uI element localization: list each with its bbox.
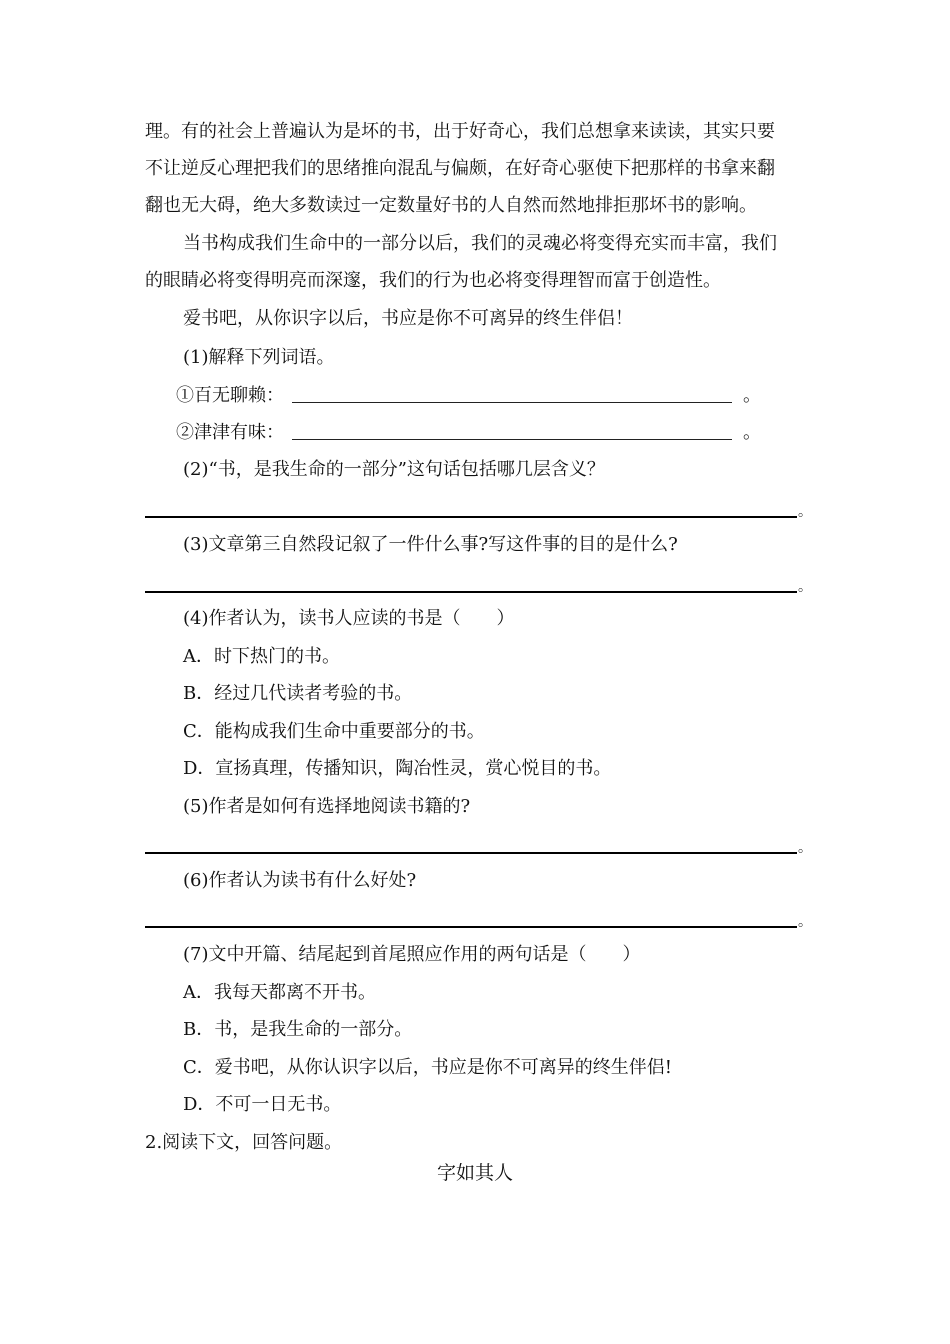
question-6-answer-line[interactable] [145, 926, 797, 928]
question-7-option-d[interactable]: D．不可一日无书。 [183, 1094, 342, 1115]
question-1-item-2-label: ②津津有味： [176, 422, 284, 443]
question-3-period: 。 [798, 579, 812, 595]
question-4-option-d[interactable]: D．宣扬真理，传播知识，陶冶性灵，赏心悦目的书。 [183, 758, 612, 779]
question-7-option-b[interactable]: B．书，是我生命的一部分。 [183, 1019, 413, 1040]
passage-line-2: 不让逆反心理把我们的思绪推向混乱与偏颇，在好奇心驱使下把那样的书拿来翻 [145, 158, 775, 179]
question-5-period: 。 [798, 840, 812, 856]
question-4-option-a[interactable]: A．时下热门的书。 [183, 646, 340, 667]
question-2-prompt: (2)“书，是我生命的一部分”这句话包括哪几层含义？ [183, 459, 605, 480]
question-3-answer-line[interactable] [145, 591, 797, 593]
question-7-option-c[interactable]: C．爱书吧，从你认识字以后，书应是你不可离异的终生伴侣! [183, 1057, 673, 1078]
question-1-item-1-period: 。 [743, 385, 761, 406]
passage-line-6: 爱书吧，从你识字以后，书应是你不可离异的终生伴侣！ [183, 308, 633, 329]
question-7-option-a[interactable]: A．我每天都离不开书。 [183, 982, 376, 1003]
question-6-period: 。 [798, 914, 812, 930]
question-3-prompt: (3)文章第三自然段记叙了一件什么事?写这件事的目的是什么? [183, 534, 678, 555]
question-5-prompt: (5)作者是如何有选择地阅读书籍的? [183, 796, 471, 817]
question-1-prompt: (1)解释下列词语。 [183, 347, 335, 368]
question-2-period: 。 [798, 504, 812, 520]
question-4-option-b[interactable]: B．经过几代读者考验的书。 [183, 683, 413, 704]
question-1-item-2-period: 。 [743, 422, 761, 443]
passage-line-4: 当书构成我们生命中的一部分以后，我们的灵魂必将变得充实而丰富，我们 [183, 233, 777, 254]
passage-line-5: 的眼睛必将变得明亮而深邃，我们的行为也必将变得理智而富于创造性。 [145, 270, 721, 291]
question-4-prompt: (4)作者认为，读书人应读的书是（ ） [183, 608, 515, 629]
passage-line-1: 理。有的社会上普遍认为是坏的书，出于好奇心，我们总想拿来读读，其实只要 [145, 121, 775, 142]
section-2-heading: 2.阅读下文，回答问题。 [145, 1132, 343, 1153]
question-5-answer-line[interactable] [145, 852, 797, 854]
question-1-item-1-label: ①百无聊赖： [176, 385, 284, 406]
passage-title: 字如其人 [436, 1162, 513, 1184]
question-1-item-2-blank[interactable] [292, 439, 732, 440]
question-4-option-c[interactable]: C．能构成我们生命中重要部分的书。 [183, 721, 485, 742]
question-1-item-1-blank[interactable] [292, 402, 732, 403]
question-6-prompt: (6)作者认为读书有什么好处? [183, 870, 417, 891]
question-2-answer-line[interactable] [145, 516, 797, 518]
passage-line-3: 翻也无大碍，绝大多数读过一定数量好书的人自然而然地排拒那坏书的影响。 [145, 195, 757, 216]
question-7-prompt: (7)文中开篇、结尾起到首尾照应作用的两句话是（ ） [183, 944, 641, 965]
